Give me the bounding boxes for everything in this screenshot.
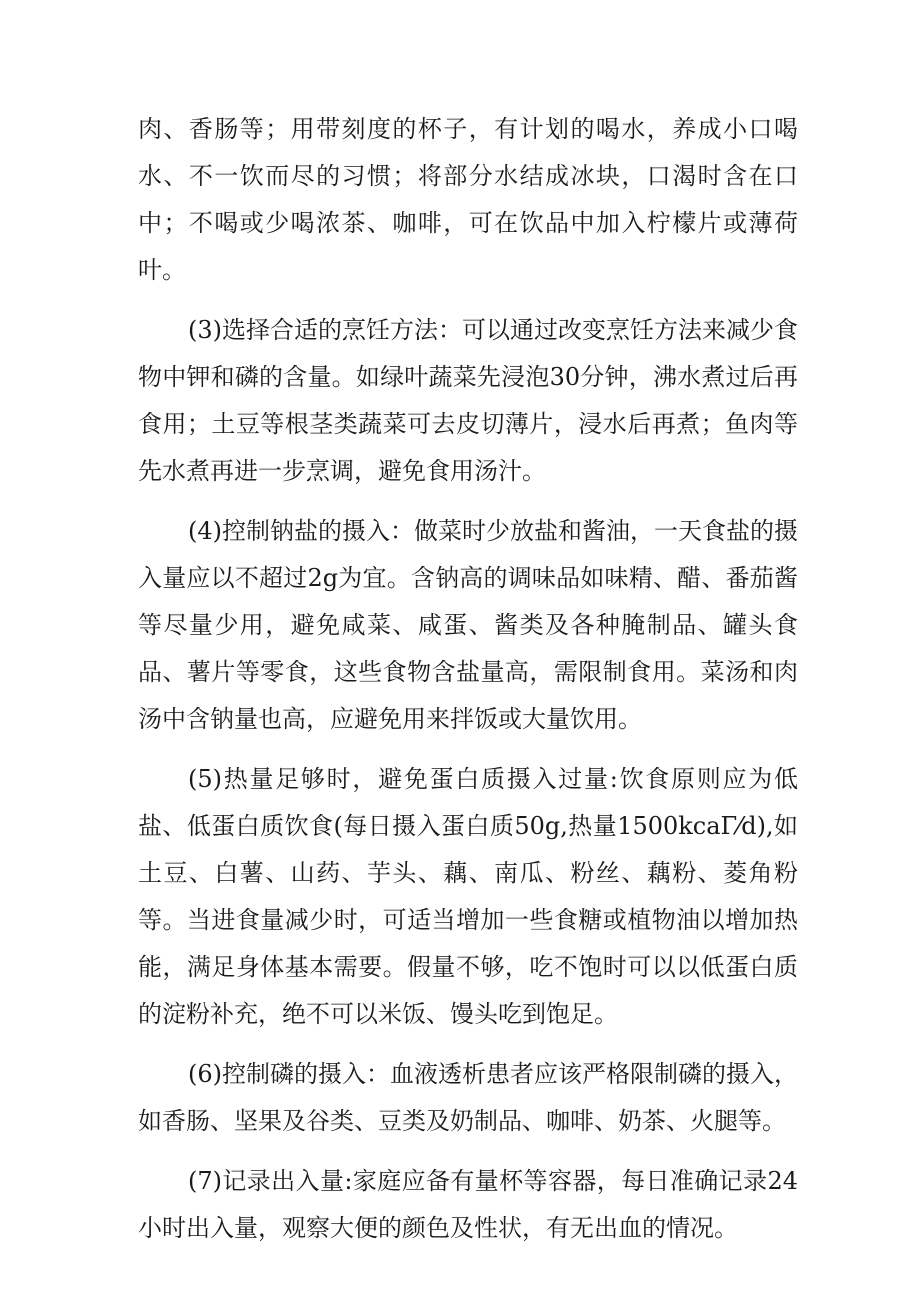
paragraph-protein-intake: (5)热量足够时，避免蛋白质摄入过量:饮食原则应为低盐、低蛋白质饮食(每日摄入蛋白质50g,热量1500kcaΓ⁄d),如土豆、白薯、山药、芋头、藕、南瓜、粉丝、藕粉、菱角粉等。当进食量减少时，可适当增加一些食糖或植物油以增加热能，满足身体基本需要。假量不够，吃不饱时可以以低蛋白质的淀粉补充，绝不可以米饭、馒头吃到饱足。 xyxy=(138,765,798,1028)
paragraph-cooking-method: (3)选择合适的烹饪方法：可以通过改变烹饪方法来减少食物中钾和磷的含量。如绿叶蔬菜先浸泡30分钟，沸水煮过后再食用；土豆等根茎类蔬菜可去皮切薄片，浸水后再煮；鱼肉等先水煮再进一步烹调，避免食用汤汁。 xyxy=(138,316,798,485)
paragraph-intake-output-record: (7)记录出入量:家庭应备有量杯等容器，每日准确记录24小时出入量，观察大便的颜色及性状，有无出血的情况。 xyxy=(138,1167,798,1242)
paragraph-continuation: 肉、香肠等；用带刻度的杯子，有计划的喝水，养成小口喝水、不一饮而尽的习惯；将部分水结成冰块，口渴时含在口中；不喝或少喝浓茶、咖啡，可在饮品中加入柠檬片或薄荷叶。 xyxy=(138,115,798,284)
paragraph-sodium-control: (4)控制钠盐的摄入：做菜时少放盐和酱油，一天食盐的摄入量应以不超过2g为宜。含钠高的调味品如味精、醋、番茄酱等尽量少用，避免咸菜、咸蛋、酱类及各种腌制品、罐头食品、薯片等零食，这些食物含盐量高，需限制食用。菜汤和肉汤中含钠量也高，应避免用来拌饭或大量饮用。 xyxy=(138,517,798,733)
paragraph-phosphorus-control: (6)控制磷的摄入：血液透析患者应该严格限制磷的摄入，如香肠、坚果及谷类、豆类及奶制品、咖啡、奶茶、火腿等。 xyxy=(138,1060,798,1135)
document-body xyxy=(138,106,798,1265)
